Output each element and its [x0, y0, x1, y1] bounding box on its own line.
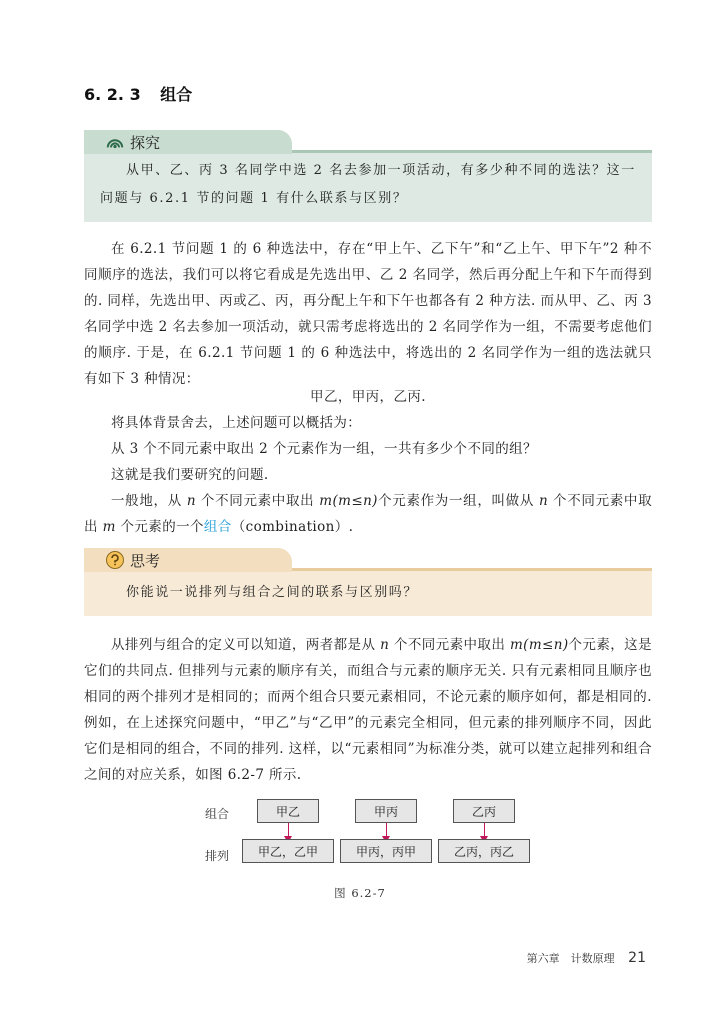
text-fragment: 个不同元素中取出 [84, 493, 652, 535]
paragraph-5: 这就是我们要研究的问题. [111, 467, 269, 483]
text-fragment: 个元素作为一组，叫做从 [377, 493, 539, 509]
think-label: 思考 [130, 551, 161, 570]
think-box [84, 548, 652, 616]
text-fragment: （combination）. [231, 519, 354, 535]
combo-box: 甲丙 [355, 799, 417, 823]
down-arrow-icon [386, 823, 387, 837]
explore-box [84, 130, 652, 222]
paragraph-2: 甲乙，甲丙，乙丙. [310, 389, 426, 405]
perm-box: 甲乙，乙甲 [242, 839, 334, 863]
math-variable: m [319, 493, 333, 509]
down-arrow-icon [288, 823, 289, 837]
math-variable: n [380, 637, 390, 653]
perm-box: 甲丙，丙甲 [340, 839, 432, 863]
paragraph-1: 在 6.2.1 节问题 1 的 6 种选法中，存在“甲上午、乙下午”和“乙上午、甲下午”2 种不同顺序的选法，我们可以将它看成是先选出甲、乙 2 名同学，然后再分配上午和下午而得到的. 同样，先选出甲、丙或乙、丙，再分配上午和下午也都各有 2 种方法. 而从甲、乙、丙 3 名同学中选 2 名去参加一项活动，就只需考虑将选出的 2 名同学作为一组，不需要考虑他们的顺序. 于是，在 6.2.1 节问题 1 的 6 种选法中，将选出的 2 名同学作为一组的选法就只有如下 3 种情况： [84, 241, 652, 387]
math-variable: m [509, 637, 524, 653]
definition-paragraph [84, 488, 652, 540]
think-text: 你能说一说排列与组合之间的联系与区别吗？ [84, 568, 652, 616]
math-variable: n [538, 493, 549, 509]
row-label-combination: 组合 [205, 807, 230, 821]
explore-icon [106, 133, 124, 151]
term-combination: 组合 [203, 519, 232, 535]
question-icon [106, 551, 124, 569]
think-tab [84, 548, 292, 572]
paragraph-4: 从 3 个不同元素中取出 2 个元素作为一组，一共有多少个不同的组？ [111, 441, 537, 457]
paragraph-3: 将具体背景舍去，上述问题可以概括为： [111, 415, 362, 431]
comparison-paragraph [84, 632, 652, 788]
section-title [84, 82, 192, 105]
text-fragment: 个元素，这是它们的共同点. 但排列与元素的顺序有关，而组合与元素的顺序无关. 只有元素相同且顺序也相同的两个排列才是相同的；而两个组合只要元素相同，不论元素的顺序如何，都是相同的. 例如，在上述探究问题中，“甲乙”与“乙甲”的元素完全相同，但元素的排列顺序不同，因此它们是相同的组合，不同的排列. 这样，以“元素相同”为标准分类，就可以建立起排列和组合之间的对应关系，如图 6.2-7 所示. [84, 637, 652, 783]
page-footer [527, 950, 646, 966]
math-condition: (m≤n) [332, 493, 378, 509]
explore-text: 从甲、乙、丙 3 名同学中选 2 名去参加一项活动，有多少种不同的选法？这一问题与 6.2.1 节的问题 1 有什么联系与区别？ [84, 150, 652, 222]
math-condition: (m≤n) [523, 637, 569, 653]
chapter-label: 第六章 计数原理 [526, 952, 615, 965]
section-heading: 组合 [160, 85, 193, 104]
explore-label: 探究 [130, 133, 161, 152]
section-number: 6. 2. 3 [84, 85, 141, 104]
text-fragment: 一般地，从 [111, 493, 187, 509]
down-arrow-icon [484, 823, 485, 837]
perm-box: 乙丙，丙乙 [438, 839, 530, 863]
text-fragment: 个元素的一个 [115, 519, 204, 535]
text-fragment: 个不同元素中取出 [195, 493, 320, 509]
combo-box: 甲乙 [257, 799, 319, 823]
combo-box: 乙丙 [453, 799, 515, 823]
math-variable: n [186, 493, 196, 509]
text-fragment: 从排列与组合的定义可以知道，两者都是从 [111, 637, 381, 653]
text-fragment: 个不同元素中取出 [389, 637, 510, 653]
row-label-permutation: 排列 [205, 849, 230, 863]
explore-tab [84, 130, 292, 154]
figure-caption: 图 6.2-7 [334, 886, 386, 900]
page-number: 21 [628, 950, 646, 966]
math-variable: m [102, 519, 116, 535]
